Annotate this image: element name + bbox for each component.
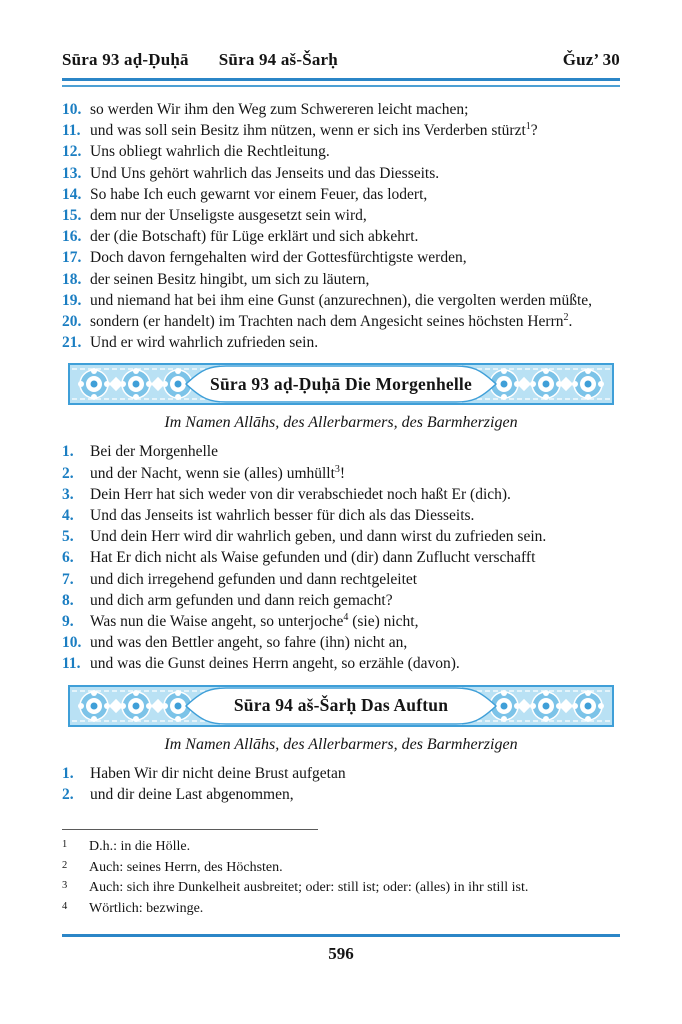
- footnote-line: [62, 858, 620, 879]
- verse-number: 10.: [62, 634, 82, 652]
- verse-number: 3: [62, 880, 68, 892]
- verse-number: 12.: [62, 143, 82, 161]
- verse-text: So habe Ich euch gewarnt vor einem Feuer, das lodert,: [90, 185, 428, 203]
- verse-text: Und er wird wahrlich zufrieden sein.: [90, 334, 319, 352]
- verse-text: und dich arm gefunden und dann reich gemacht?: [90, 591, 393, 609]
- verse-text: und dir deine Last abgenommen,: [90, 785, 294, 803]
- verse-number: 10.: [62, 101, 82, 118]
- footer-rule: [62, 934, 620, 937]
- sura-93-banner: [68, 363, 614, 405]
- sura-93-bismillah: Im Namen Allāhs, des Allerbarmers, des Barmherzigen: [164, 414, 518, 432]
- footnote-ref: 3: [334, 463, 340, 475]
- verse-text: und der Nacht, wenn sie (alles) umhüllt$^3$!: [90, 463, 346, 482]
- footnote-line: [62, 878, 620, 899]
- verse-number: 2: [62, 859, 68, 871]
- verse-number: 19.: [62, 291, 82, 309]
- verse-text: Uns obliegt wahrlich die Rechtleitung.: [90, 143, 330, 161]
- verse-text: der (die Botschaft) für Lüge erklärt und sich abkehrt.: [90, 228, 419, 246]
- verse-text: Und das Jenseits ist wahrlich besser für dich als das Diesseits.: [90, 507, 475, 525]
- verse-text: so werden Wir ihm den Weg zum Schwereren leicht machen;: [90, 101, 469, 118]
- verse-line: [62, 653, 620, 674]
- verse-number: 14.: [62, 185, 82, 203]
- verse-number: 1.: [62, 764, 74, 782]
- verse-text: und was die Gunst deines Herrn angeht, so erzähle (davon).: [90, 655, 460, 673]
- verse-number: 21.: [62, 334, 82, 352]
- verse-text: und was den Bettler angeht, so fahre (ihn) nicht an,: [90, 634, 408, 652]
- verse-number: 2.: [62, 464, 74, 482]
- verse-line: [62, 505, 620, 526]
- verse-line: [62, 226, 620, 247]
- verse-line: [62, 463, 620, 484]
- verse-line: [62, 141, 620, 162]
- verse-line: [62, 205, 620, 226]
- verse-text: Haben Wir dir nicht deine Brust aufgetan: [90, 764, 346, 782]
- verse-text: sondern (er handelt) im Trachten nach dem Angesicht seines höchsten Herrn$^2$.: [90, 311, 573, 331]
- verse-number: 8.: [62, 591, 74, 609]
- verse-text: dem nur der Unseligste ausgesetzt sein wird,: [90, 207, 367, 225]
- verse-number: 18.: [62, 270, 82, 288]
- verse-number: 17.: [62, 249, 82, 267]
- sura-93-banner-title: Sūra 93 aḍ-Ḍuḥā Die Morgenhelle: [210, 373, 472, 394]
- verse-text: und was soll sein Besitz ihm nützen, wenn er sich ins Verderben stürzt$^1$?: [90, 121, 538, 140]
- verse-text: der seinen Besitz hingibt, um sich zu läutern,: [90, 270, 370, 288]
- footnote-separator-rule: [62, 829, 318, 830]
- verse-line: [62, 784, 620, 805]
- header-sura-93-title: Sūra 93 aḍ-Ḍuḥā: [62, 50, 189, 69]
- header-juz-label: Ǧuz’ 30: [562, 50, 620, 69]
- header-sura-94-title: Sūra 94 aš-Šarḥ: [218, 50, 338, 69]
- page-number: 596: [328, 944, 354, 963]
- verse-number: 1: [62, 839, 68, 851]
- verse-number: 5.: [62, 528, 74, 546]
- verse-line: [62, 763, 620, 784]
- verse-line: [62, 569, 620, 590]
- verse-line: [62, 99, 620, 120]
- footnotes: [62, 837, 620, 919]
- verse-number: 20.: [62, 313, 82, 331]
- verse-text: Wörtlich: bezwinge.: [89, 900, 204, 916]
- verse-text: Und dein Herr wird dir wahrlich geben, und dann wirst du zufrieden sein.: [90, 528, 547, 546]
- sura-93-end-verses: [62, 99, 620, 353]
- verse-number: 16.: [62, 228, 82, 246]
- verse-line: [62, 184, 620, 205]
- verse-line: [62, 547, 620, 568]
- footnote-ref: 4: [343, 611, 349, 623]
- verse-line: [62, 120, 620, 141]
- verse-text: Doch davon ferngehalten wird der Gottesfürchtigste werden,: [90, 249, 467, 267]
- sura-94-bismillah: Im Namen Allāhs, des Allerbarmers, des Barmherzigen: [164, 735, 518, 753]
- verse-number: 4: [62, 900, 68, 912]
- sura-94-banner: [68, 685, 614, 727]
- verse-line: [62, 441, 620, 462]
- verse-text: und niemand hat bei ihm eine Gunst (anzurechnen), die vergolten werden müßte,: [90, 291, 593, 309]
- verse-line: [62, 632, 620, 653]
- verse-number: 6.: [62, 549, 74, 567]
- verse-number: 1.: [62, 443, 74, 461]
- verse-line: [62, 332, 620, 353]
- running-header: [62, 50, 620, 70]
- header-double-rule: [62, 78, 620, 87]
- verse-text: und dich irregehend gefunden und dann rechtgeleitet: [90, 570, 418, 588]
- footnote-line: [62, 837, 620, 858]
- verse-text: Hat Er dich nicht als Waise gefunden und (dir) dann Zuflucht verschafft: [90, 549, 536, 567]
- verse-number: 4.: [62, 507, 74, 525]
- verse-line: [62, 269, 620, 290]
- verse-line: [62, 611, 620, 632]
- verse-line: [62, 590, 620, 611]
- verse-number: 13.: [62, 164, 82, 182]
- footnote-ref: 1: [525, 121, 531, 133]
- verse-number: 9.: [62, 613, 74, 631]
- verse-text: Auch: sich ihre Dunkelheit ausbreitet; oder: still ist; oder: (alles) in ihr still ist.: [89, 880, 529, 896]
- footnote-ref: 2: [563, 311, 569, 323]
- sura-93-verses: [62, 441, 620, 674]
- verse-text: Bei der Morgenhelle: [90, 443, 218, 461]
- verse-number: 11.: [62, 655, 81, 673]
- verse-text: D.h.: in die Hölle.: [89, 839, 191, 855]
- verse-text: Dein Herr hat sich weder von dir verabschiedet noch haßt Er (dich).: [90, 485, 511, 503]
- verse-line: [62, 247, 620, 268]
- sura-94-banner-title: Sūra 94 aš-Šarḥ Das Auftun: [233, 695, 449, 716]
- verse-number: 3.: [62, 485, 74, 503]
- verse-text: Auch: seines Herrn, des Höchsten.: [89, 859, 283, 875]
- verse-number: 11.: [62, 122, 81, 140]
- verse-text: Und Uns gehört wahrlich das Jenseits und das Diesseits.: [90, 164, 440, 182]
- verse-line: [62, 526, 620, 547]
- sura-94-verses: [62, 763, 620, 805]
- verse-line: [62, 290, 620, 311]
- footnote-line: [62, 899, 620, 920]
- verse-number: 2.: [62, 785, 74, 803]
- verse-number: 7.: [62, 570, 74, 588]
- verse-line: [62, 311, 620, 332]
- verse-line: [62, 163, 620, 184]
- verse-text: Was nun die Waise angeht, so unterjoche$^4$ (sie) nicht,: [90, 611, 419, 631]
- running-header-titles: [62, 50, 338, 70]
- verse-number: 15.: [62, 207, 82, 225]
- verse-line: [62, 484, 620, 505]
